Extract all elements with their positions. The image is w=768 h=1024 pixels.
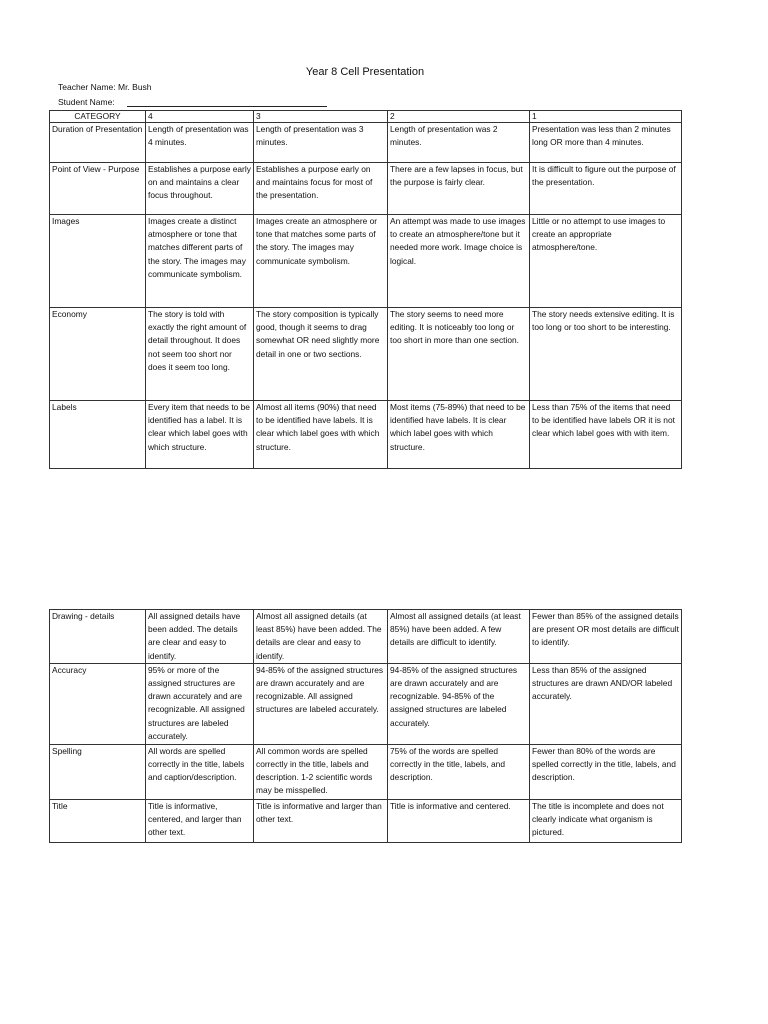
score-1-cell: Less than 75% of the items that need to be identified have labels OR it is not clear which label goes with with item.: [530, 401, 682, 469]
score-1-cell: The story needs extensive editing. It is too long or too short to be interesting.: [530, 308, 682, 401]
score-1-cell: Fewer than 80% of the words are spelled correctly in the title, labels, and description.: [530, 744, 682, 799]
score-1-cell: Less than 85% of the assigned structures are drawn AND/OR labeled accurately.: [530, 663, 682, 744]
table-row: [50, 401, 682, 469]
teacher-name: Teacher Name: Mr. Bush: [58, 82, 152, 92]
score-4-cell: Length of presentation was 4 minutes.: [146, 123, 254, 163]
table-row: [50, 799, 682, 842]
score-4-cell: Every item that needs to be identified has a label. It is clear which label goes with which structure.: [146, 401, 254, 469]
score-1-cell: Fewer than 85% of the assigned details are present OR most details are difficult to identify.: [530, 610, 682, 664]
score-3-cell: The story composition is typically good, though it seems to drag somewhat OR need slightly more detail in one or two sections.: [254, 308, 388, 401]
score-1-cell: It is difficult to figure out the purpose of the presentation.: [530, 163, 682, 215]
score-2-cell: The story seems to need more editing. It is noticeably too long or too short in more than one section.: [388, 308, 530, 401]
score-3-cell: Almost all assigned details (at least 85%) have been added. The details are clear and easy to identify.: [254, 610, 388, 664]
score-2-cell: Almost all assigned details (at least 85%) have been added. A few details are difficult to identify.: [388, 610, 530, 664]
score-3-cell: 94-85% of the assigned structures are drawn accurately and are recognizable. All assigned structures are labeled accurately.: [254, 663, 388, 744]
score-3-cell: Title is informative and larger than other text.: [254, 799, 388, 842]
score-1-cell: The title is incomplete and does not clearly indicate what organism is pictured.: [530, 799, 682, 842]
category-cell: Duration of Presentation: [50, 123, 146, 163]
score-3-cell: Length of presentation was 3 minutes.: [254, 123, 388, 163]
header-score-4: 4: [146, 111, 254, 123]
rubric-table-1: [49, 110, 682, 469]
document-title: Year 8 Cell Presentation: [305, 66, 425, 78]
score-4-cell: Title is informative, centered, and larger than other text.: [146, 799, 254, 842]
score-3-cell: Images create an atmosphere or tone that matches some parts of the story. The images may communicate symbolism.: [254, 215, 388, 308]
student-name-label: Student Name:: [58, 97, 115, 107]
table-row: [50, 744, 682, 799]
score-4-cell: Images create a distinct atmosphere or tone that matches different parts of the story. The images may communicate symbolism.: [146, 215, 254, 308]
score-2-cell: There are a few lapses in focus, but the purpose is fairly clear.: [388, 163, 530, 215]
header-score-1: 1: [530, 111, 682, 123]
table-row: [50, 663, 682, 744]
score-3-cell: All common words are spelled correctly in the title, labels and description. 1-2 scientific words may be misspelled.: [254, 744, 388, 799]
table-row: [50, 123, 682, 163]
score-4-cell: 95% or more of the assigned structures are drawn accurately and are recognizable. All assigned structures are labeled accurately.: [146, 663, 254, 744]
score-1-cell: Presentation was less than 2 minutes long OR more than 4 minutes.: [530, 123, 682, 163]
score-2-cell: 75% of the words are spelled correctly in the title, labels, and description.: [388, 744, 530, 799]
score-4-cell: The story is told with exactly the right amount of detail throughout. It does not seem too short nor does it seem too long.: [146, 308, 254, 401]
student-name-row: [58, 97, 327, 107]
category-cell: Accuracy: [50, 663, 146, 744]
score-2-cell: Title is informative and centered.: [388, 799, 530, 842]
table-row: [50, 163, 682, 215]
score-2-cell: An attempt was made to use images to create an atmosphere/tone but it needed more work. Image choice is logical.: [388, 215, 530, 308]
header-score-3: 3: [254, 111, 388, 123]
table-row: [50, 610, 682, 664]
category-cell: Images: [50, 215, 146, 308]
rubric-table-2: [49, 609, 682, 843]
score-2-cell: Length of presentation was 2 minutes.: [388, 123, 530, 163]
score-2-cell: 94-85% of the assigned structures are drawn accurately and are recognizable. 94-85% of the assigned structures are labeled accurately.: [388, 663, 530, 744]
score-4-cell: All assigned details have been added. The details are clear and easy to identify.: [146, 610, 254, 664]
score-2-cell: Most items (75-89%) that need to be identified have labels. It is clear which label goes with which structure.: [388, 401, 530, 469]
score-3-cell: Almost all items (90%) that need to be identified have labels. It is clear which label goes with which structure.: [254, 401, 388, 469]
score-4-cell: All words are spelled correctly in the title, labels and caption/description.: [146, 744, 254, 799]
category-cell: Point of View - Purpose: [50, 163, 146, 215]
category-cell: Labels: [50, 401, 146, 469]
category-cell: Drawing - details: [50, 610, 146, 664]
header-row: [50, 111, 682, 123]
score-4-cell: Establishes a purpose early on and maintains a clear focus throughout.: [146, 163, 254, 215]
header-category: CATEGORY: [50, 111, 146, 123]
table-row: [50, 308, 682, 401]
student-name-line: [127, 98, 327, 107]
category-cell: Title: [50, 799, 146, 842]
score-1-cell: Little or no attempt to use images to create an appropriate atmosphere/tone.: [530, 215, 682, 308]
category-cell: Economy: [50, 308, 146, 401]
header-score-2: 2: [388, 111, 530, 123]
table-row: [50, 215, 682, 308]
score-3-cell: Establishes a purpose early on and maintains focus for most of the presentation.: [254, 163, 388, 215]
category-cell: Spelling: [50, 744, 146, 799]
